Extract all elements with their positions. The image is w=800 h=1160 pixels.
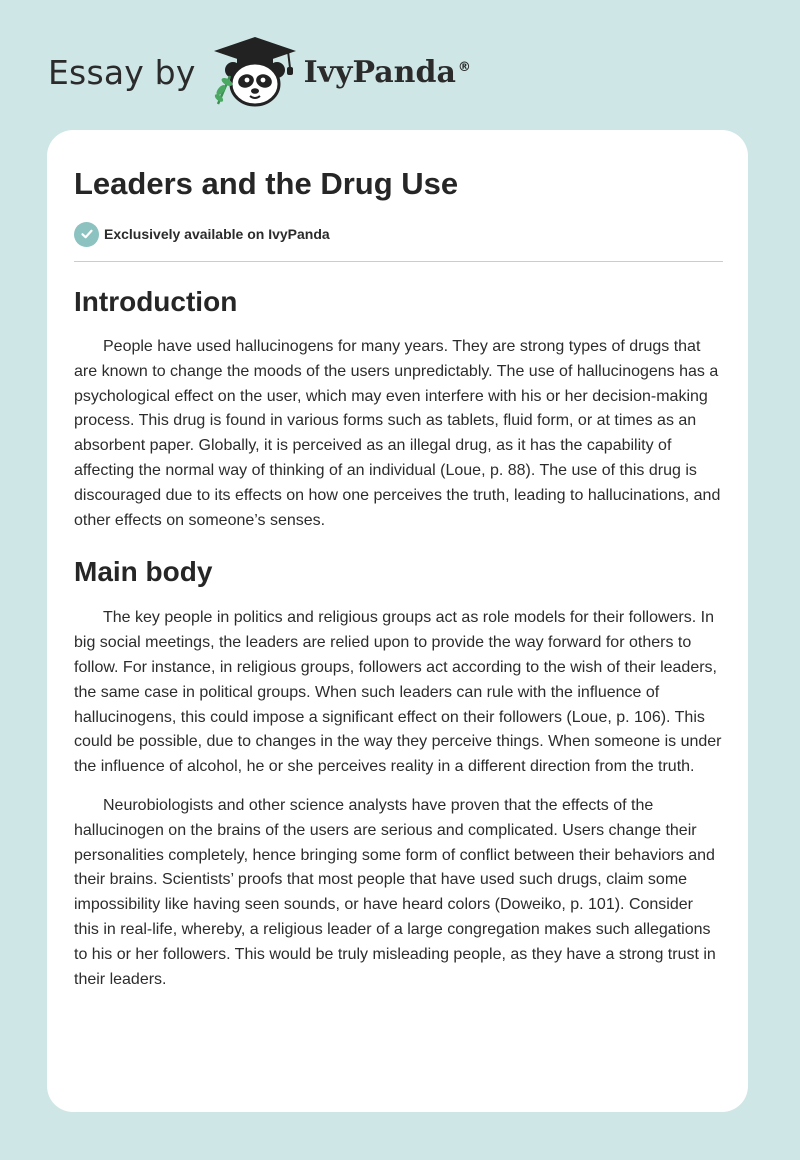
exclusive-badge [74, 221, 722, 247]
essay-card [47, 130, 748, 1112]
essay-by-label: Essay by [48, 52, 196, 92]
section-heading-main-body: Main body [74, 556, 213, 588]
site-header [48, 34, 471, 110]
registered-mark: ® [457, 59, 471, 75]
section-heading-introduction: Introduction [74, 286, 238, 317]
title-divider [74, 261, 723, 262]
brand-name[interactable]: IvyPanda ® [303, 54, 471, 90]
paragraph-introduction: People have used hallucinogens for many years. They are strong types of drugs that are known to change the moods of the users unpredictably. The use of hallucinogens has a psychological effect on the user, which may even interfere with his or her decision-making process. This drug is found in various forms such as tablets, fluid form, or at times as an absorbent paper. Globally, it is perceived as an illegal drug, as it has the capability of affecting the normal way of thinking of an individual (Loue, p. 88). The use of this drug is discouraged due to its effects on how one perceives the truth, leading to hallucinations, and other effects on someone’s senses. [74, 338, 721, 529]
check-circle-icon [74, 222, 99, 247]
essay-title: Leaders and the Drug Use [74, 166, 459, 201]
exclusive-badge-label: Exclusively available on IvyPanda [104, 226, 330, 242]
panda-graduate-logo-icon[interactable] [210, 34, 300, 110]
paragraph-main-body-1: The key people in politics and religious groups act as role models for their followers. In big social meetings, the leaders are relied upon to provide the way forward for others to follow. For instance, in religious groups, followers act according to the wish of their leaders, the same case in political groups. When such leaders can rule with the influence of hallucinogens, this could impose a significant effect on their followers (Loue, p. 106). This could be possible, due to changes in the way they perceive things. When someone is under the influence of alcohol, he or she perceives reality in a different direction from the truth. [74, 609, 722, 776]
paragraph-main-body-2: Neurobiologists and other science analysts have proven that the effects of the hallucinogen on the brains of the users are serious and complicated. Users change their personalities completely, hence bringing some form of conflict between their behaviors and their brains. Scientists’ proofs that most people that have used such drugs, claim some impossibility like having seen sounds, or have heard colors (Doweiko, p. 101). Consider this in real-life, whereby, a religious leader of a large congregation makes such allegations to his or her followers. This would be truly misleading people, as they have a strong trust in their leaders. [74, 796, 716, 988]
